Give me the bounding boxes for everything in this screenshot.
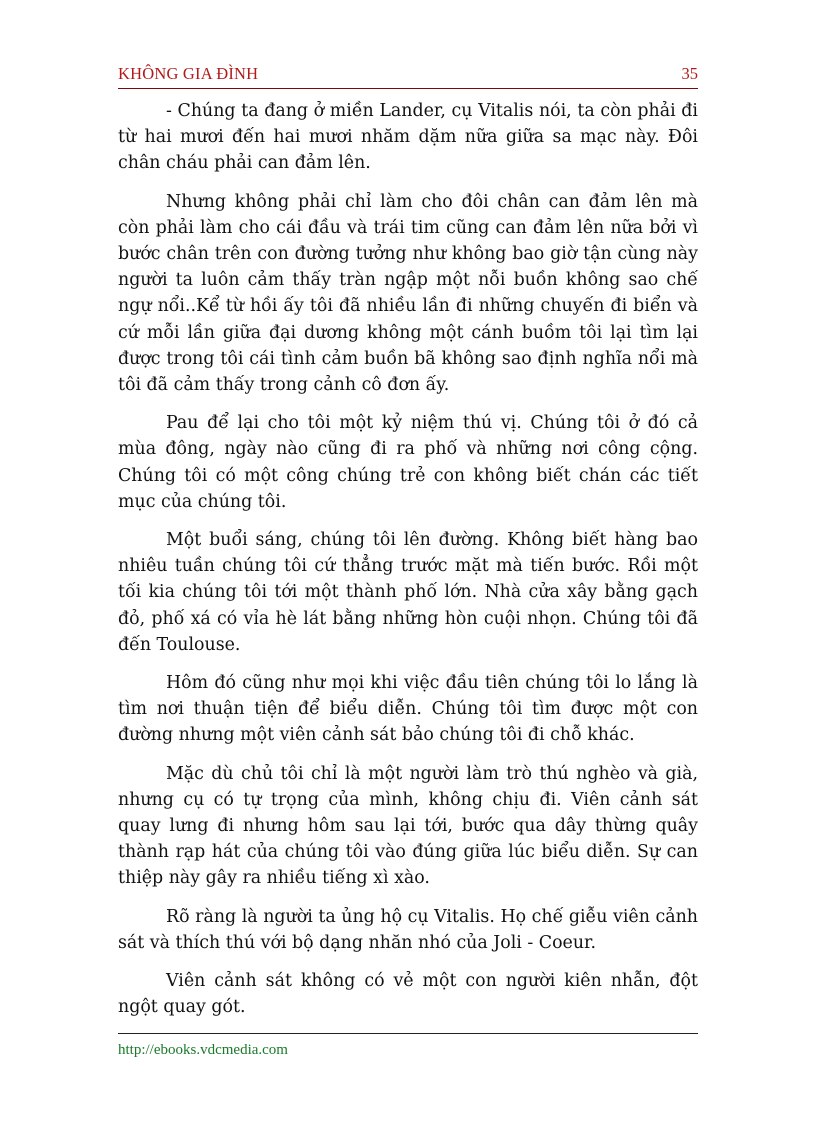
page-number: 35 xyxy=(681,64,698,83)
paragraph: Mặc dù chủ tôi chỉ là một người làm trò thú nghèo và già, nhưng cụ có tự trọng của mình, không chịu đi. Viên cảnh sát quay lưng đi nhưng hôm sau lại tới, bước qua dây thừng quây thành rạp hát của chúng tôi vào đúng giữa lúc biểu diễn. Sự can thiệp này gây ra nhiều tiếng xì xào. xyxy=(118,763,698,889)
paragraph: Pau để lại cho tôi một kỷ niệm thú vị. Chúng tôi ở đó cả mùa đông, ngày nào cũng đi ra phố và những nơi công cộng. Chúng tôi có một công chúng trẻ con không biết chán các tiết mục của chúng tôi. xyxy=(118,413,698,512)
book-title: KHÔNG GIA ĐÌNH xyxy=(118,64,259,83)
paragraph: - Chúng ta đang ở miền Lander, cụ Vitalis nói, ta còn phải đi từ hai mươi đến hai mươi nhăm dặm nữa giữa sa mạc này. Đôi chân cháu phải can đảm lên. xyxy=(118,101,698,174)
paragraph: Hôm đó cũng như mọi khi việc đầu tiên chúng tôi lo lắng là tìm nơi thuận tiện để biểu diễn. Chúng tôi tìm được một con đường nhưng một viên cảnh sát bảo chúng tôi đi chỗ khác. xyxy=(118,673,698,746)
footer-divider xyxy=(118,1033,698,1034)
paragraph: Rõ ràng là người ta ủng hộ cụ Vitalis. Họ chế giễu viên cảnh sát và thích thú với bộ dạng nhăn nhó của Joli - Coeur. xyxy=(118,906,698,953)
paragraph: Nhưng không phải chỉ làm cho đôi chân can đảm lên mà còn phải làm cho cái đầu và trái tim cũng can đảm lên nữa bởi vì bước chân trên con đường tưởng như không bao giờ tận cùng này người ta luôn cảm thấy tràn ngập một nỗi buồn không sao chế ngự nổi..Kể từ hồi ấy tôi đã nhiều lần đi những chuyến đi biển và cứ mỗi lần giữa đại dương không một cánh buồm tôi lại tìm lại được trong tôi cái tình cảm buồn bã không sao định nghĩa nổi mà tôi đã cảm thấy trong cảnh cô đơn ấy. xyxy=(118,191,698,396)
page-header xyxy=(118,62,698,89)
page-body xyxy=(118,98,698,1033)
footer-link[interactable]: http://ebooks.vdcmedia.com xyxy=(118,1042,288,1058)
paragraph: Một buổi sáng, chúng tôi lên đường. Không biết hàng bao nhiêu tuần chúng tôi cứ thẳng trước mặt mà tiến bước. Rồi một tối kia chúng tôi tới một thành phố lớn. Nhà cửa xây bằng gạch đỏ, phố xá có vỉa hè lát bằng những hòn cuội nhọn. Chúng tôi đã đến Toulouse. xyxy=(118,530,698,655)
paragraph: Viên cảnh sát không có vẻ một con người kiên nhẫn, đột ngột quay gót. xyxy=(118,971,698,1018)
